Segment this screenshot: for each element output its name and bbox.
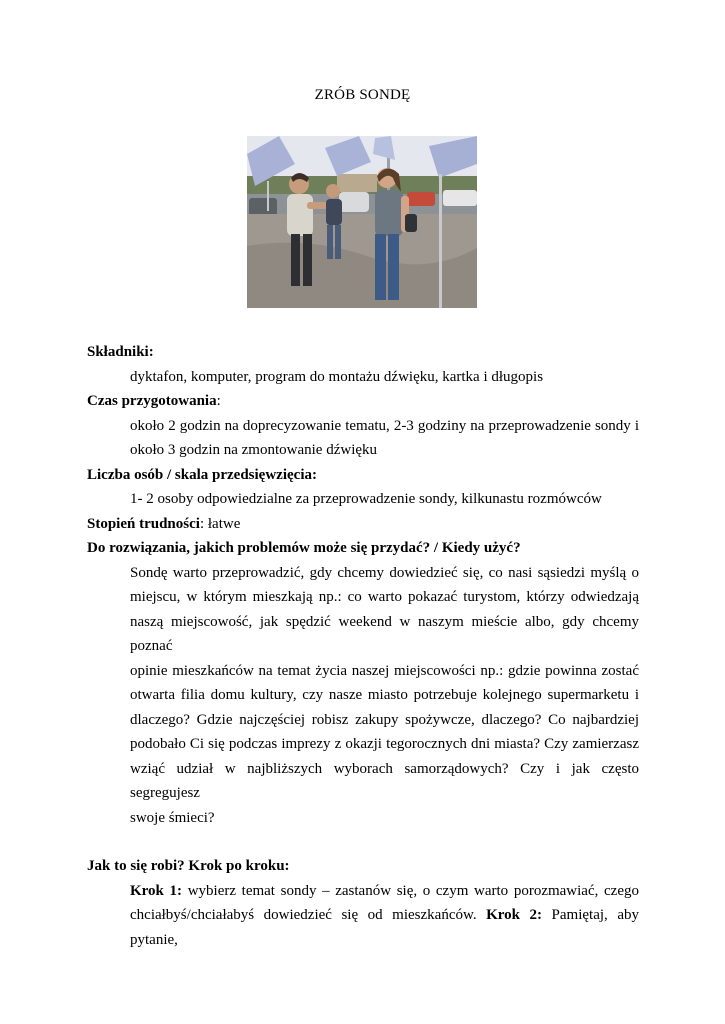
when-heading: Do rozwiązania, jakich problemów może się przydać? / Kiedy użyć?: [87, 540, 521, 556]
steps-heading: Jak to się robi? Krok po kroku:: [87, 858, 290, 874]
steps-paragraph: [87, 879, 639, 953]
document-title: ZRÓB SONDĘ: [314, 87, 411, 103]
difficulty-value: : łatwe: [199, 515, 241, 532]
when-paragraph: [87, 561, 639, 831]
step-2-text: Pamiętaj, aby pytanie,: [130, 907, 639, 948]
step-2-label: Krok 2:: [486, 907, 543, 923]
steps-line-1: [130, 879, 639, 904]
step-1-label: Krok 1:: [130, 882, 183, 899]
prep-time-colon: :: [216, 393, 221, 409]
when-line-2: miejscu, w którym mieszkają np.: co warto pokazać turystom, którzy odwiedzają: [130, 589, 639, 605]
street-interview-photo: [247, 136, 477, 308]
prep-time-heading: Czas przygotowania: [87, 393, 217, 409]
difficulty-heading: Stopień trudności: [87, 515, 200, 532]
step-1-text-b: chciałbyś/chciałabyś dowiedzieć się od mieszkańców.: [130, 907, 487, 923]
when-line-5: otwarta filia domu kultury, czy nasze miasto potrzebuje kolejnego supermarketu i: [130, 687, 639, 703]
step-1-text-a: wybierz temat sondy – zastanów się, o czym warto porozmawiać, czego: [182, 882, 639, 899]
photo-illustration: [247, 136, 477, 308]
steps-line-2: [130, 903, 639, 952]
ingredients-text: dyktafon, komputer, program do montażu dźwięku, kartka i długopis: [130, 368, 544, 385]
when-line-7: podobało Ci się podczas imprezy z okazji tegorocznych dni miasta? Czy zamierzasz: [130, 736, 639, 752]
prep-time-line-2: około 3 godzin na zmontowanie dźwięku: [130, 442, 378, 458]
when-line-6: dlaczego? Gdzie najczęściej robisz zakupy spożywcze, dlaczego? Co najbardziej: [130, 711, 639, 728]
section-spacer: [87, 830, 639, 854]
document-body: [87, 340, 639, 952]
when-line-4: opinie mieszkańców na temat życia naszej miejscowości np.: gdzie powinna zostać: [130, 662, 639, 679]
ingredients-heading: Składniki:: [87, 344, 154, 360]
when-line-3: naszą miejscowość, jak spędzić weekend w naszym mieście albo, gdy chcemy poznać: [130, 613, 639, 654]
when-line-9: swoje śmieci?: [130, 809, 215, 826]
people-text: 1- 2 osoby odpowiedzialne za przeprowadzenie sondy, kilkunastu rozmówców: [130, 491, 602, 507]
prep-time-row: [87, 389, 639, 414]
people-heading: Liczba osób / skala przedsięwzięcia:: [87, 466, 317, 483]
difficulty-row: [87, 512, 639, 537]
when-line-1: Sondę warto przeprowadzić, gdy chcemy dowiedzieć się, co nasi sąsiedzi myślą o: [130, 564, 639, 581]
prep-time-line-1: około 2 godzin na doprecyzowanie tematu, 2-3 godziny na przeprowadzenie sondy i: [130, 417, 639, 434]
when-line-8: wziąć udział w najbliższych wyborach samorządowych? Czy i jak często segregujesz: [130, 760, 639, 801]
